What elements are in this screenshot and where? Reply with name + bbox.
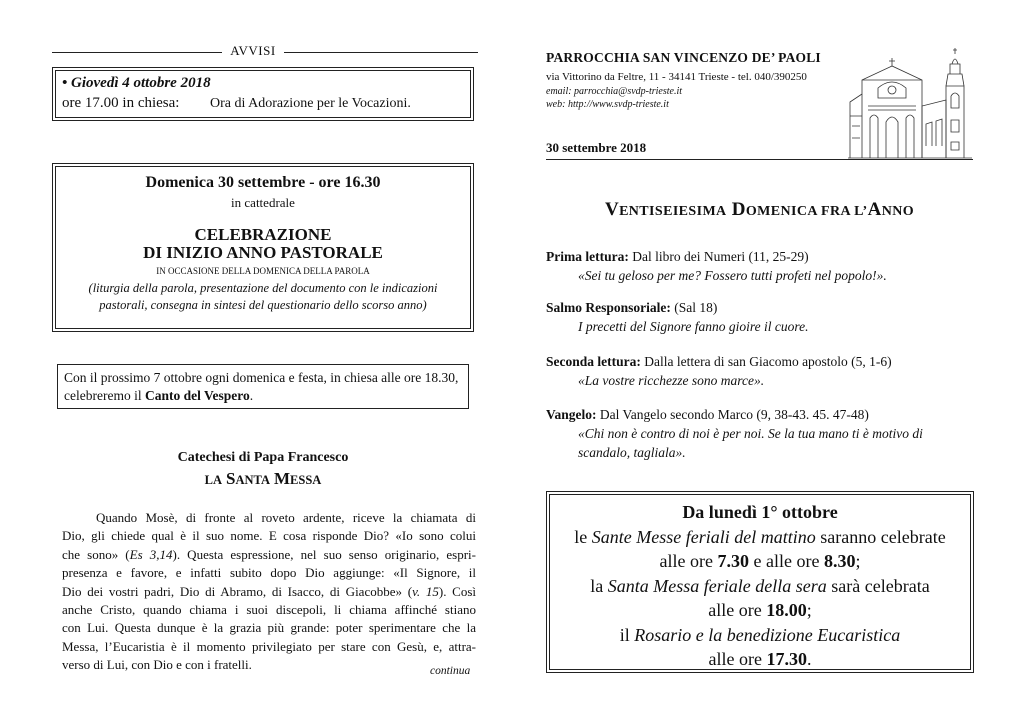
vespero-notice xyxy=(57,364,469,409)
event-title: Domenica 30 settembre - ore 16.30 xyxy=(145,174,381,191)
l1a: le xyxy=(574,526,592,547)
parish-address: via Vittorino da Feltre, 11 - 34141 Trieste - tel. 040/390250 xyxy=(546,71,807,83)
messe-feriali-notice xyxy=(549,494,971,670)
event-heading-2: DI INIZIO ANNO PASTORALE xyxy=(143,243,383,262)
lettura-source-text: Dal libro dei Numeri (11, 25-29) xyxy=(628,249,809,264)
giovedi-event: Ora di Adorazione per le Vocazioni. xyxy=(210,96,411,111)
continua-label: continua xyxy=(430,665,471,677)
l2d: 8.30 xyxy=(823,551,856,571)
salmo-source-text: (Sal 18) xyxy=(670,300,718,315)
catechesi-body xyxy=(62,509,476,675)
line5-post: ). Così xyxy=(438,583,477,599)
body-line-4: presenza e favore, e infatti subito dopo Dio aggiunge: «Il Signore, il xyxy=(62,565,476,581)
vangelo-quote-2: scandalo, tagliala». xyxy=(578,445,686,460)
vangelo-source xyxy=(546,405,976,424)
l3a: la xyxy=(590,575,608,596)
body-line-9: verso di Lui, con Dio e con i fratelli. xyxy=(62,657,252,673)
sub-b: S xyxy=(226,469,236,488)
event-details-2: pastorali, consegna in sintesi del questionario dello scorso anno) xyxy=(99,298,427,312)
giovedi-date: • Giovedì 4 ottobre 2018 xyxy=(62,75,211,91)
lettura-label: Prima lettura: xyxy=(546,249,629,264)
l6a: alle ore xyxy=(708,649,767,669)
event-heading-1: CELEBRAZIONE xyxy=(194,225,332,244)
avvisi-rule-right xyxy=(284,52,478,53)
vespero-line-1: Con il prossimo 7 ottobre ogni domenica e festa, in chiesa alle ore 18.30, xyxy=(64,370,459,385)
feriali-line-2 xyxy=(550,549,970,574)
body-line-3 xyxy=(62,546,476,564)
vespero-post: . xyxy=(249,388,254,403)
feriali-line-6 xyxy=(550,647,970,672)
line5-ref: v. 15 xyxy=(412,583,439,599)
dt-d: OMENICA FRA L’ xyxy=(745,204,868,219)
vespero-line-2 xyxy=(64,388,253,404)
l2a: alle ore xyxy=(659,551,718,571)
salmo-source xyxy=(546,298,808,317)
event-place: in cattedrale xyxy=(231,195,295,210)
vangelo-label: Vangelo: xyxy=(546,407,597,422)
l2e: ; xyxy=(855,551,861,571)
parish-name: PARROCCHIA SAN VINCENZO DE’ PAOLI xyxy=(546,50,821,65)
feriali-line-4 xyxy=(550,598,970,623)
line3-pre: che sono» ( xyxy=(62,546,130,562)
salmo-quote: I precetti del Signore fanno gioire il cuore. xyxy=(578,319,809,334)
line5-pre: Dio dei vostri padri, Dio di Abramo, di Isacco, di Giacobbe» ( xyxy=(62,583,413,599)
dt-f: NNO xyxy=(881,204,915,219)
l3b: Santa Messa feriale della sera xyxy=(607,575,827,596)
l4a: alle ore xyxy=(708,600,767,620)
l1c: saranno celebrate xyxy=(815,526,946,547)
catechesi-title: Catechesi di Papa Francesco xyxy=(177,450,349,465)
l2c: e alle ore xyxy=(749,551,824,571)
dt-a: V xyxy=(604,199,620,220)
l4b: 18.00 xyxy=(766,600,807,620)
avvisi-rule-left xyxy=(52,52,222,53)
vespero-pre: celebreremo il xyxy=(64,388,145,403)
seconda-quote: «La vostre ricchezze sono marce». xyxy=(578,373,765,388)
l3c: sarà celebrata xyxy=(826,575,930,596)
feriali-line-1 xyxy=(550,525,970,550)
avvisi-title: AVVISI xyxy=(230,43,276,58)
inizio-anno-pastorale-notice xyxy=(55,166,471,329)
seconda-label: Seconda lettura: xyxy=(546,354,641,369)
vangelo-quote: «Chi non è contro di noi è per noi. Se la tua mano ti è motivo di xyxy=(578,426,923,441)
lettura-prima xyxy=(546,247,887,285)
giovedi-time: ore 17.00 in chiesa: xyxy=(62,95,180,111)
sub-c: ANTA xyxy=(235,473,270,487)
dt-e: A xyxy=(867,199,882,220)
body-line-1: Quando Mosè, di fronte al roveto ardente, riceve la chiamata di xyxy=(96,510,476,525)
dt-c: D xyxy=(726,199,746,220)
sub-d: M xyxy=(274,469,291,488)
lettura-seconda xyxy=(546,352,892,390)
vangelo-source-text: Dal Vangelo secondo Marco (9, 38-43. 45. 47-48) xyxy=(596,407,869,422)
l5b: Rosario e la benedizione Eucaristica xyxy=(634,624,901,645)
event-occasion: IN OCCASIONE DELLA DOMENICA DELLA PAROLA xyxy=(156,266,370,276)
giovedi-notice xyxy=(55,70,471,118)
parish-web: web: http://www.svdp-trieste.it xyxy=(546,99,669,110)
header-rule xyxy=(546,159,973,160)
l5a: il xyxy=(619,624,635,645)
sub-a: LA xyxy=(204,473,223,487)
l1b: Sante Messe feriali del mattino xyxy=(591,526,816,547)
feriali-line-5 xyxy=(550,623,970,648)
domenica-title xyxy=(546,199,973,221)
body-line-5 xyxy=(62,583,476,601)
l2b: 7.30 xyxy=(717,551,749,571)
salmo xyxy=(546,298,808,336)
catechesi-subtitle xyxy=(55,469,471,489)
salmo-label: Salmo Responsoriale: xyxy=(546,300,671,315)
parish-email: email: parrocchia@svdp-trieste.it xyxy=(546,86,683,97)
bulletin-date: 30 settembre 2018 xyxy=(546,140,647,155)
body-line-7: con Lui. Questa dunque è la grazia più grande: poter sperimentare che la xyxy=(62,620,476,636)
vespero-bold: Canto del Vespero xyxy=(144,388,250,403)
lettura-source xyxy=(546,247,887,266)
body-line-2: Dio, gli chiede qual è il suo nome. E cosa risponde Dio? «Io sono colui xyxy=(62,528,476,544)
dt-b: ENTISEIESIMA xyxy=(619,204,727,219)
body-line-8: Messa, l’Eucaristia è il momento privilegiato per stare con Gesù, e, attra- xyxy=(62,638,476,654)
seconda-source xyxy=(546,352,892,371)
sub-e: ESSA xyxy=(290,473,322,487)
line3-post: ). Questa espressione, nel suo senso originario, espri- xyxy=(172,546,476,562)
l6b: 17.30 xyxy=(766,649,807,669)
event-details-1: (liturgia della parola, presentazione del documento con le indicazioni xyxy=(88,281,438,295)
church-illustration xyxy=(848,46,972,160)
line3-ref: Es 3,14 xyxy=(129,546,173,562)
seconda-source-text: Dalla lettera di san Giacomo apostolo (5, 1-6) xyxy=(640,354,892,369)
body-line-6: anche Cristo, quando chiama i suoi discepoli, li chiama affinché stiano xyxy=(62,602,476,618)
l6c: . xyxy=(806,649,812,669)
vangelo xyxy=(546,405,976,462)
l4c: ; xyxy=(806,600,812,620)
feriali-line-3 xyxy=(550,574,970,599)
lettura-quote: «Sei tu geloso per me? Fossero tutti profeti nel popolo!». xyxy=(578,268,887,283)
feriali-title: Da lunedì 1° ottobre xyxy=(682,502,838,522)
